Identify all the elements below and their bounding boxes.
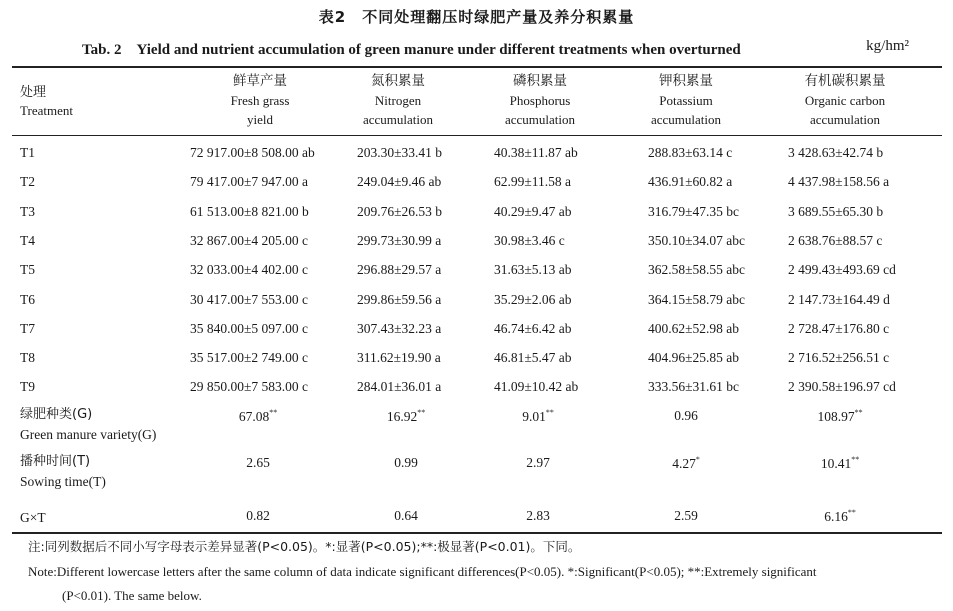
- row-cell: 203.30±33.41 b: [357, 145, 443, 160]
- table-row: [0, 344, 953, 374]
- note-cn: 注:同列数据后不同小写字母表示差异显著(P<0.05)。*:显著(P<0.05);**:极显著(P<0.01)。下同。: [28, 539, 581, 554]
- header-col-5-en2: accumulation: [809, 112, 881, 127]
- header-treatment: [20, 84, 73, 120]
- factor-value: [626, 508, 746, 524]
- row-cell: 35 517.00±2 749.00 c: [190, 350, 309, 366]
- row-cell: 249.04±9.46 ab: [357, 174, 442, 190]
- row-cell: 307.43±32.23 a: [357, 320, 442, 336]
- factor-label: [20, 452, 106, 492]
- significance-mark: **: [417, 408, 426, 417]
- row-cell: 62.99±11.58 a: [494, 174, 572, 190]
- row-cell: 3 689.55±65.30 b: [788, 203, 884, 219]
- row-cell: 4 437.98±158.56 a: [788, 174, 890, 190]
- header-col-4-en2: accumulation: [650, 112, 722, 127]
- row-cell: 30.98±3.46 c: [494, 232, 565, 248]
- significance-mark: *: [695, 455, 700, 464]
- unit-label: kg/hm²: [866, 38, 909, 54]
- row-cell: 31.63±5.13 ab: [494, 262, 572, 278]
- table-row: [0, 168, 953, 198]
- header-col-5-en1: Organic carbon: [804, 93, 886, 108]
- significance-mark: **: [851, 455, 860, 464]
- row-treatment: T6: [20, 291, 35, 307]
- factor-value: [478, 455, 598, 471]
- factor-value: [478, 408, 598, 425]
- table-title-cn: 表2 不同处理翻压时绿肥产量及养分积累量: [318, 8, 635, 26]
- row-cell: 362.58±58.55 abc: [648, 262, 746, 278]
- factor-label: [20, 405, 156, 445]
- row-treatment: T1: [20, 145, 35, 160]
- table-row: [0, 256, 953, 286]
- header-col-1-cn: 鲜草产量: [233, 73, 287, 89]
- row-cell: 316.79±47.35 bc: [648, 203, 740, 219]
- factor-value: [626, 455, 746, 472]
- row-cell: 350.10±34.07 abc: [648, 232, 746, 248]
- header-col-1-en1: Fresh grass: [230, 93, 290, 108]
- row-cell: 404.96±25.85 ab: [648, 350, 740, 366]
- header-col-4: [611, 72, 761, 129]
- row-cell: 284.01±36.01 a: [357, 379, 442, 395]
- header-col-2-en1: Nitrogen: [374, 93, 422, 108]
- factor-value: [780, 455, 900, 472]
- header-treatment-en: Treatment: [20, 103, 73, 118]
- factor-value: [478, 508, 598, 524]
- row-cell: 30 417.00±7 553.00 c: [190, 291, 309, 307]
- row-cell: 2 390.58±196.97 cd: [788, 379, 896, 395]
- factor-value-number: 6.16: [824, 509, 848, 524]
- row-cell: 35.29±2.06 ab: [494, 291, 572, 307]
- factor-value: [626, 408, 746, 424]
- header-col-3-cn: 磷积累量: [513, 73, 567, 89]
- factor-value: [198, 508, 318, 524]
- factor-label-en: Sowing time(T): [20, 474, 106, 489]
- row-cell: 364.15±58.79 abc: [648, 291, 746, 307]
- row-cell: 333.56±31.61 bc: [648, 379, 740, 395]
- row-treatment: T3: [20, 203, 35, 219]
- significance-mark: **: [269, 408, 278, 417]
- row-cell: 32 033.00±4 402.00 c: [190, 262, 309, 278]
- factor-value-number: 4.27: [672, 456, 696, 471]
- factor-value: [198, 455, 318, 471]
- row-cell: 400.62±52.98 ab: [648, 320, 740, 336]
- factor-value: [346, 508, 466, 524]
- factor-value-number: 0.82: [246, 508, 270, 523]
- row-cell: 311.62±19.90 a: [357, 350, 441, 366]
- row-cell: 436.91±60.82 a: [648, 174, 733, 190]
- factor-value-number: 2.97: [526, 455, 550, 470]
- factor-value-number: 0.99: [394, 455, 418, 470]
- row-cell: 299.86±59.56 a: [357, 291, 442, 307]
- row-treatment: T5: [20, 262, 35, 278]
- factor-value-number: 2.83: [526, 508, 550, 523]
- header-col-2-en2: accumulation: [362, 112, 434, 127]
- row-treatment: T2: [20, 174, 35, 190]
- header-treatment-cn: 处理: [20, 85, 47, 100]
- row-cell: 2 499.43±493.69 cd: [788, 262, 896, 278]
- row-cell: 40.29±9.47 ab: [494, 203, 572, 219]
- row-cell: 46.74±6.42 ab: [494, 320, 572, 336]
- row-cell: 296.88±29.57 a: [357, 262, 442, 278]
- row-cell: 209.76±26.53 b: [357, 203, 443, 219]
- row-cell: 40.38±11.87 ab: [494, 145, 578, 160]
- factor-value-number: 108.97: [817, 409, 855, 424]
- significance-mark: **: [854, 408, 863, 417]
- row-cell: 288.83±63.14 c: [648, 145, 733, 160]
- factor-label-en: G×T: [20, 510, 46, 525]
- row-cell: 32 867.00±4 205.00 c: [190, 232, 309, 248]
- factor-value: [198, 408, 318, 425]
- factor-value: [346, 408, 466, 425]
- header-col-4-en1: Potassium: [659, 93, 713, 108]
- factor-value-number: 2.65: [246, 455, 270, 470]
- significance-mark: **: [545, 408, 554, 417]
- row-cell: 29 850.00±7 583.00 c: [190, 379, 309, 395]
- factor-label-cn: 绿肥种类(G): [20, 407, 93, 422]
- header-col-1: [185, 72, 335, 129]
- table-row: [0, 286, 953, 316]
- factor-value-number: 2.59: [674, 508, 698, 523]
- factor-value: [780, 508, 900, 525]
- factor-value-number: 9.01: [522, 409, 546, 424]
- top-rule: [12, 66, 942, 68]
- note-en-line2: (P<0.01). The same below.: [62, 588, 202, 603]
- factor-value: [346, 455, 466, 471]
- header-col-5: [770, 72, 920, 129]
- row-treatment: T9: [20, 379, 35, 395]
- header-col-1-en2: yield: [247, 112, 273, 127]
- row-treatment: T4: [20, 232, 35, 248]
- table-row: [0, 227, 953, 257]
- row-cell: 2 638.76±88.57 c: [788, 232, 883, 248]
- factor-value: [780, 408, 900, 425]
- header-col-3-en2: accumulation: [504, 112, 576, 127]
- factor-label-cn: 播种时间(T): [20, 454, 91, 469]
- factor-value-number: 10.41: [820, 456, 852, 471]
- header-col-4-cn: 钾积累量: [659, 73, 713, 89]
- table-row: [0, 373, 953, 403]
- row-cell: 79 417.00±7 947.00 a: [190, 174, 309, 190]
- row-cell: 41.09±10.42 ab: [494, 379, 579, 395]
- note-en-line1: Note:Different lowercase letters after the same column of data indicate significant differences(P<0.05). *:Significant(P<0.05); **:Extremely significant: [28, 564, 817, 579]
- row-cell: 299.73±30.99 a: [357, 232, 442, 248]
- header-col-5-cn: 有机碳积累量: [804, 73, 886, 89]
- factor-value-number: 67.08: [238, 409, 270, 424]
- row-cell: 2 728.47±176.80 c: [788, 320, 890, 336]
- table-row: [0, 139, 953, 169]
- table-row: [0, 315, 953, 345]
- header-col-3-en1: Phosphorus: [509, 93, 571, 108]
- table-row: [0, 198, 953, 228]
- factor-value-number: 16.92: [386, 409, 418, 424]
- significance-mark: **: [847, 508, 856, 517]
- row-cell: 72 917.00±8 508.00 ab: [190, 145, 315, 160]
- header-col-3: [465, 72, 615, 129]
- row-treatment: T8: [20, 350, 35, 366]
- factor-value-number: 0.96: [674, 408, 698, 423]
- factor-value-number: 0.64: [394, 508, 418, 523]
- row-cell: 35 840.00±5 097.00 c: [190, 320, 309, 336]
- table-title-en: Tab. 2 Yield and nutrient accumulation of green manure under different treatments when overturned: [82, 42, 741, 58]
- row-cell: 61 513.00±8 821.00 b: [190, 203, 309, 219]
- row-cell: 3 428.63±42.74 b: [788, 145, 884, 160]
- row-cell: 46.81±5.47 ab: [494, 350, 572, 366]
- header-rule: [12, 135, 942, 136]
- factor-label-en: Green manure variety(G): [20, 427, 157, 442]
- row-cell: 2 147.73±164.49 d: [788, 291, 890, 307]
- row-treatment: T7: [20, 320, 35, 336]
- header-col-2: [323, 72, 473, 129]
- header-col-2-cn: 氮积累量: [371, 73, 425, 89]
- row-cell: 2 716.52±256.51 c: [788, 350, 890, 366]
- bottom-rule: [12, 532, 942, 534]
- factor-label: [20, 506, 46, 528]
